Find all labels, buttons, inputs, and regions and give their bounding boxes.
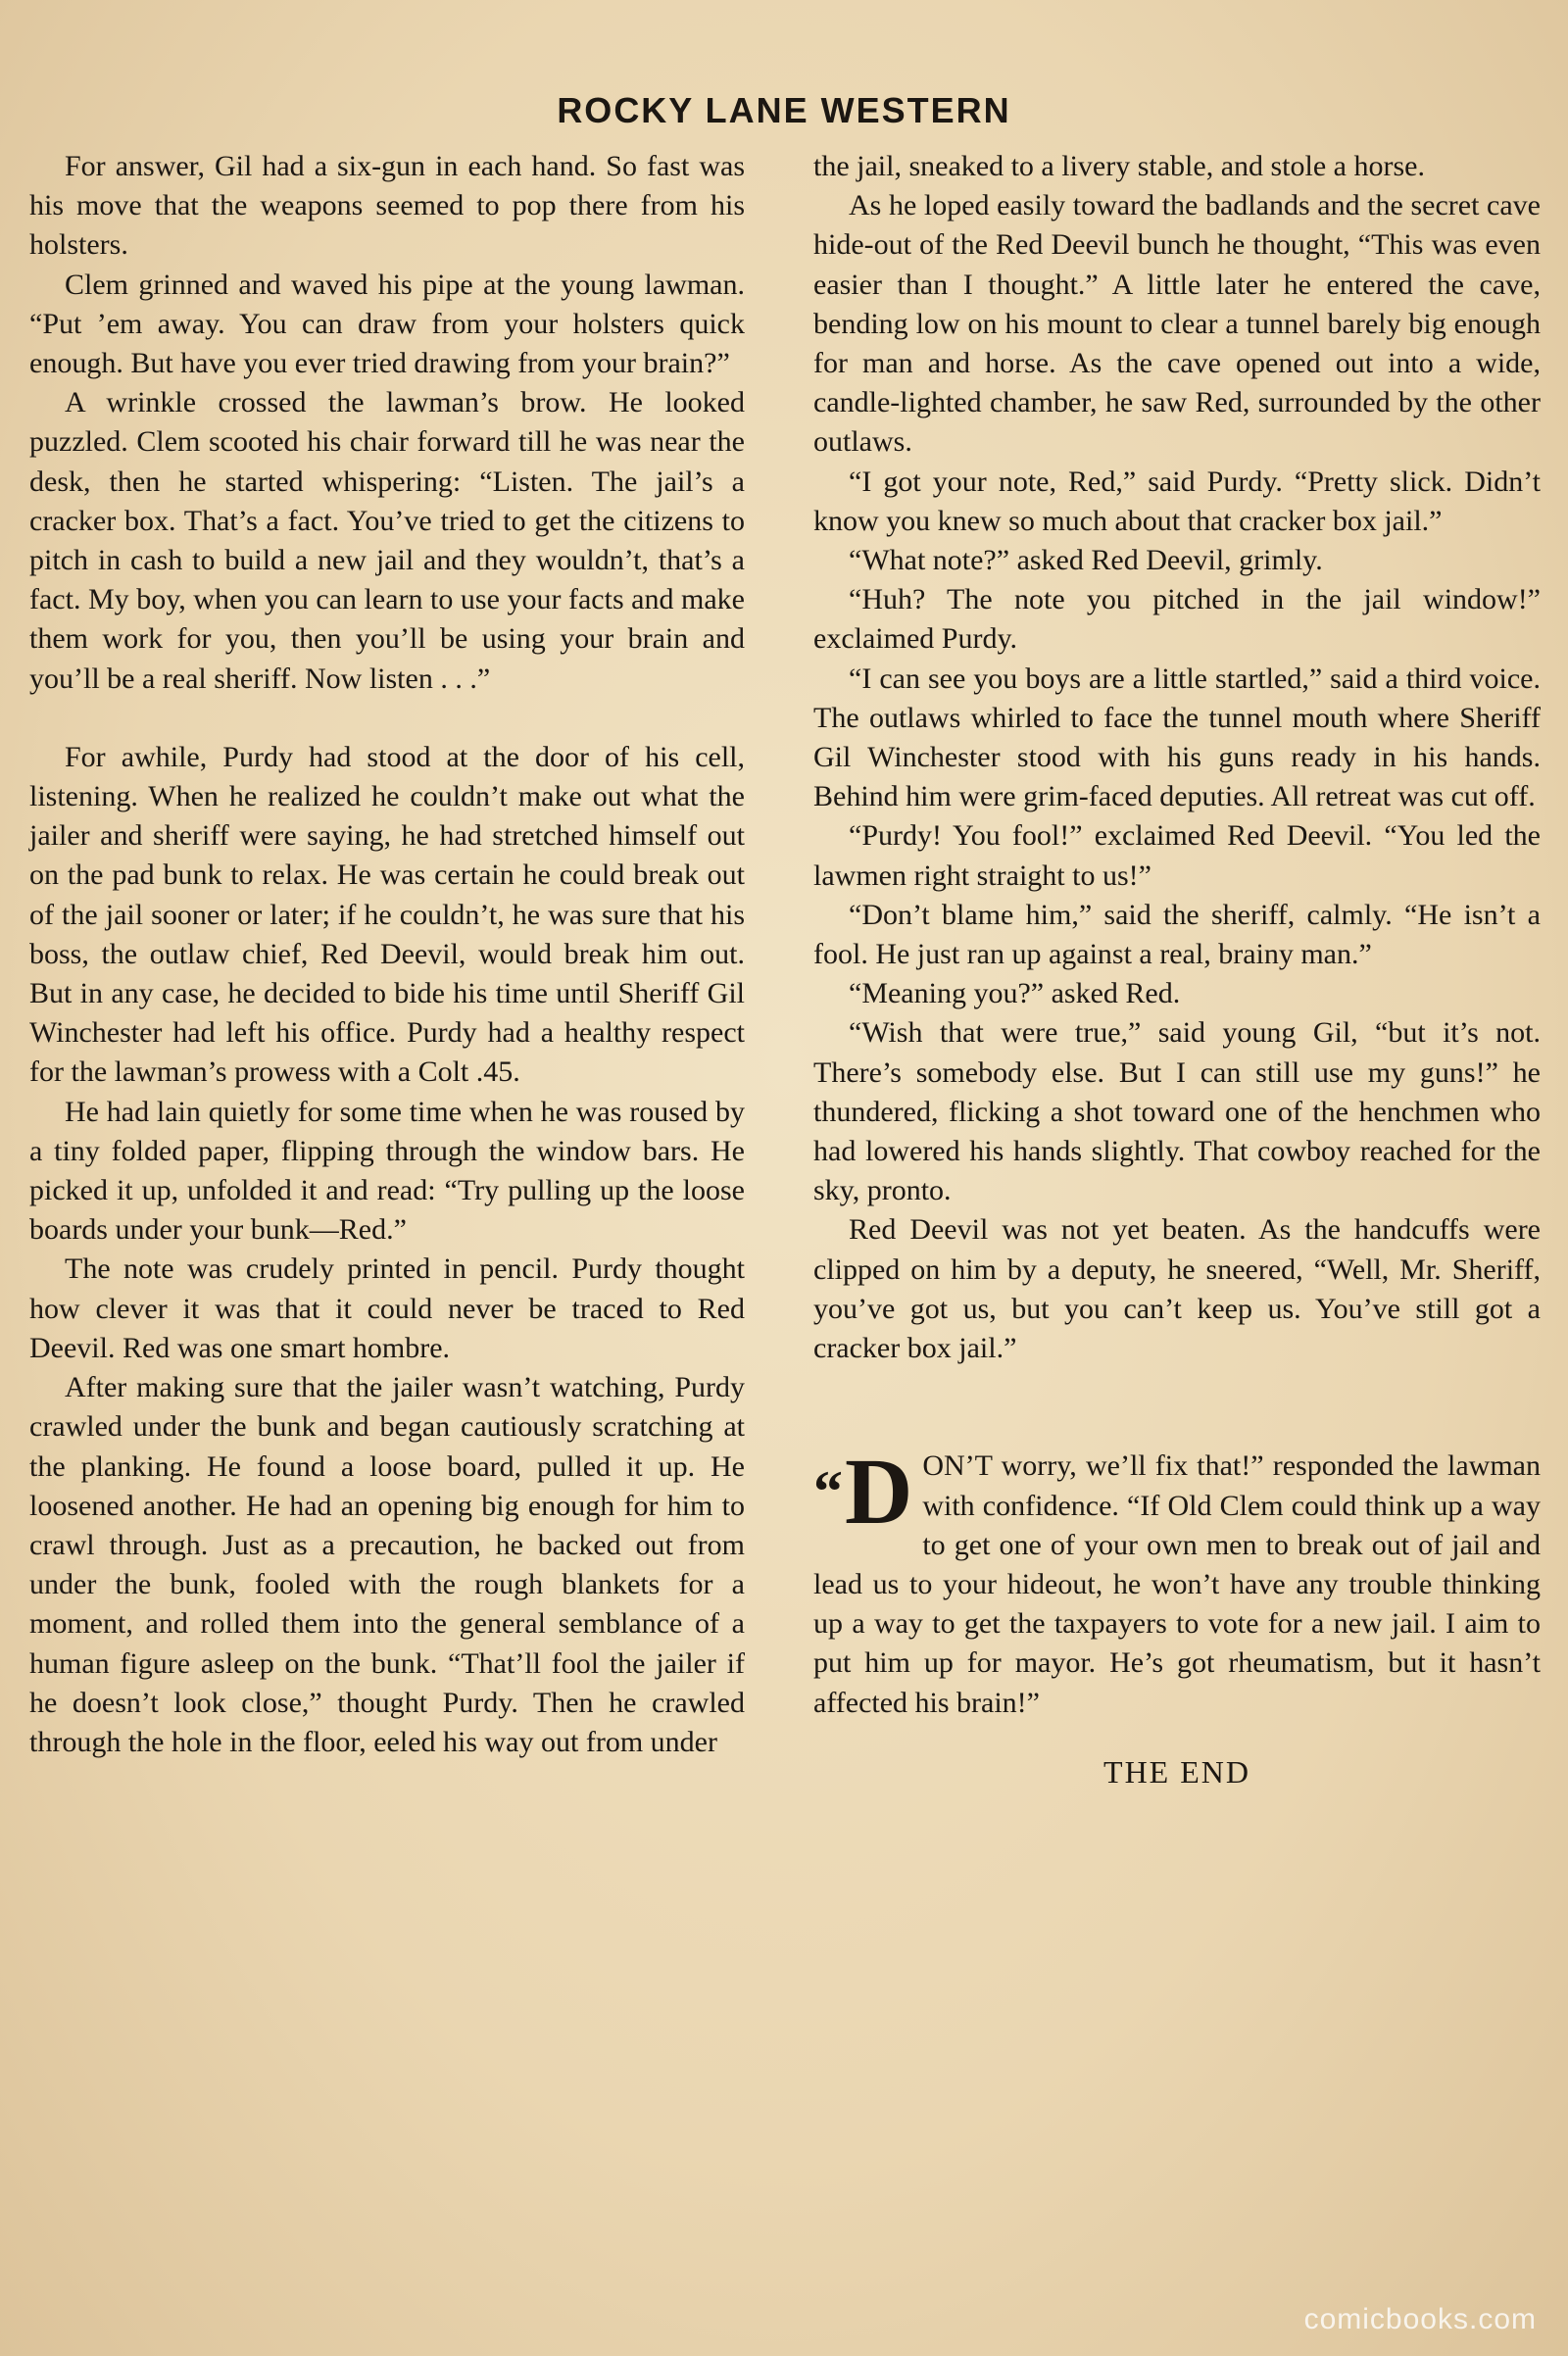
section-break [813,1368,1541,1447]
paragraph: “I can see you boys are a little startled,” said a third voice. The outlaws whirled to face the tunnel mouth where Sheriff Gil Winchester stood with his guns ready in his hands. Behind him were grim-faced deputies. All retreat was cut off. [813,662,1541,813]
paragraph: For answer, Gil had a six-gun in each hand. So fast was his move that the weapons seemed to pop there from his holsters. [29,150,745,262]
drop-cap-letter: D [845,1439,913,1545]
section-break [29,699,745,738]
paragraph: He had lain quietly for some time when he was roused by a tiny folded paper, flipping through the window bars. He picked it up, unfolded it and read: “Try pulling up the loose boards under your bunk—Red.” [29,1095,745,1247]
paragraph: the jail, sneaked to a livery stable, and stole a horse. [813,150,1425,182]
paragraph: The note was crudely printed in pencil. Purdy thought how clever it was that it could never be traced to Red Deevil. Red was one smart hombre. [29,1252,745,1364]
paragraph: “Purdy! You fool!” exclaimed Red Deevil. “You led the lawmen right straight to us!” [813,819,1541,892]
paragraph: As he loped easily toward the badlands and the secret cave hide-out of the Red Deevil bunch he thought, “This was even easier than I thought.” A little later he entered the cave, bending low on his mount to clear a tunnel barely big enough for man and horse. As the cave opened out into a wide, candle-lighted chamber, he saw Red, surrounded by the other outlaws. [813,189,1541,459]
paragraph: After making sure that the jailer wasn’t watching, Purdy crawled under the bunk and began cautiously scratching at the planking. He found a loose board, pulled it up. He loosened another. He had an opening big enough for him to crawl through. Just as a precaution, he backed out from under the bunk, fooled with the rough blankets for a moment, and rolled them into the general semblance of a human figure asleep on the bunk. “That’ll fool the jailer if he doesn’t look close,” thought Purdy. Then he crawled through the hole in the floor, eeled his way out from under [29,1371,745,1758]
paragraph: “Wish that were true,” said young Gil, “but it’s not. There’s somebody else. But I can still use my guns!” he thundered, flicking a shot toward one of the henchmen who had lowered his hands slightly. That cowboy reached for the sky, pronto. [813,1016,1541,1207]
paragraph: “What note?” asked Red Deevil, grimly. [849,544,1323,577]
drop-cap-quote: “ [813,1459,843,1525]
paragraph: “Meaning you?” asked Red. [849,977,1181,1010]
final-paragraph [813,1439,1541,1722]
final-paragraph-text: ON’T worry, we’ll fix that!” responded the lawman with confidence. “If Old Clem could think up a way to get one of your own men to break out of jail and lead us to your hideout, he won’t have any trouble thinking up a way to get the taxpayers to vote for a new jail. I aim to put him up for mayor. He’s got rheumatism, but it hasn’t affected his brain!” [813,1449,1541,1719]
paragraph: “Don’t blame him,” said the sheriff, calmly. “He isn’t a fool. He just ran up against a real, brainy man.” [813,898,1541,971]
paragraph: A wrinkle crossed the lawman’s brow. He looked puzzled. Clem scooted his chair forward till he was near the desk, then he started whispering: “Listen. The jail’s a cracker box. That’s a fact. You’ve tried to get the citizens to pitch in cash to build a new jail and they wouldn’t, that’s a fact. My boy, when you can learn to use your facts and make them work for you, then you’ll be using your brain and you’ll be a real sheriff. Now listen . . .” [29,386,745,695]
paragraph: “Huh? The note you pitched in the jail window!” exclaimed Purdy. [813,583,1541,656]
the-end-label: THE END [1103,1753,1250,1790]
right-column [813,147,1541,1792]
left-column [29,147,745,1762]
paragraph: For awhile, Purdy had stood at the door of his cell, listening. When he realized he couldn’t make out what the jailer and sheriff were saying, he had stretched himself out on the pad bunk to relax. He was certain he could break out of the jail sooner or later; if he couldn’t, he was sure that his boss, the outlaw chief, Red Deevil, would break him out. But in any case, he decided to bide his time until Sheriff Gil Winchester had left his office. Purdy had a healthy respect for the lawman’s prowess with a Colt .45. [29,740,745,1089]
paragraph: Red Deevil was not yet beaten. As the handcuffs were clipped on him by a deputy, he sneered, “Well, Mr. Sheriff, you’ve got us, but you can’t keep us. You’ve still got a cracker box jail.” [813,1213,1541,1365]
watermark-text: comicbooks.com [1303,2303,1537,2335]
paragraph: Clem grinned and waved his pipe at the young lawman. “Put ’em away. You can draw from your holsters quick enough. But have you ever tried drawing from your brain?” [29,268,745,380]
page-header: ROCKY LANE WESTERN [557,90,1011,130]
drop-cap [813,1439,913,1545]
paragraph: “I got your note, Red,” said Purdy. “Pretty slick. Didn’t know you knew so much about that cracker box jail.” [813,465,1541,537]
